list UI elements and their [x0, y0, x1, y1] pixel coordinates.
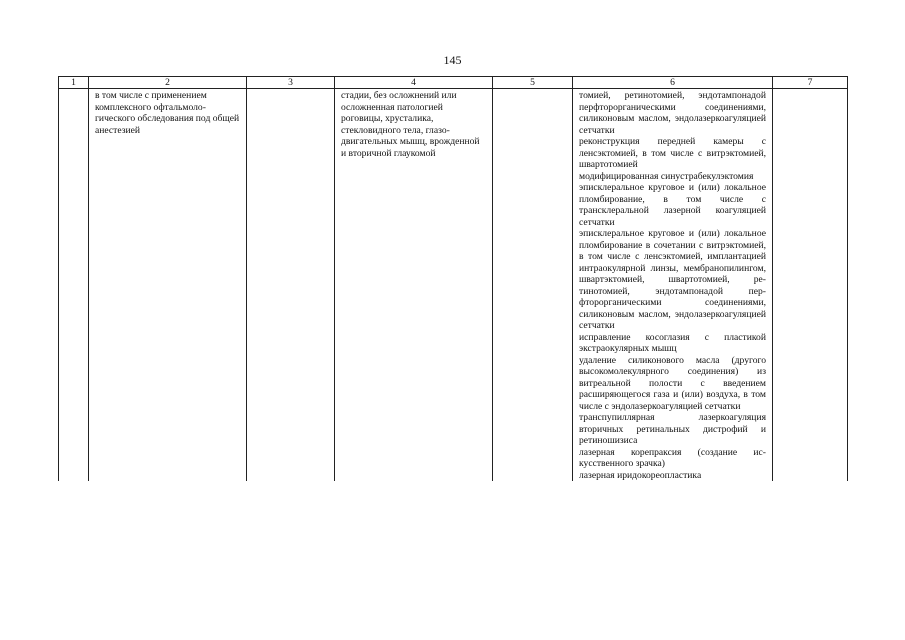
cell-col-7: [773, 89, 848, 482]
column-number-row: [59, 77, 848, 89]
method-entry: транспупиллярная лазеркоагуляция вторичных ретинальных дистрофий и ретиношизиса: [579, 412, 766, 446]
method-entry: модифицированная синустрабекулэктомия: [579, 170, 754, 182]
method-entry: реконструкция передней камеры с ленсэктомией, в том числе с витрэктомией, швартотомией: [579, 136, 766, 170]
column-header-5: 5: [493, 77, 573, 89]
cell-col-4: [335, 89, 493, 482]
column-header-3: 3: [247, 77, 335, 89]
method-entry: удаление силиконового масла (другого высокомолекулярного соединения) из витреальной полости с введением расширяющегося газа и (или) воздуха, в том числе с эндолазеркоагуляцией сетчатки: [579, 354, 766, 412]
method-entry: эписклеральное круговое и (или) локальное пломбирование в сочетании с витрэктомией, в том числе с ленсэктомией, имплантацией интраокулярной линзы, мембранопилингом, швартэктомией, швартотомией, ретинотомией, эндотампонадой перфторорганическими соединениями, силиконовым маслом, эндолазеркоагуляцией сетчатки: [579, 228, 766, 331]
column-header-7: 7: [773, 77, 848, 89]
cell-col-1: [59, 89, 89, 482]
column-header-6: 6: [573, 77, 773, 89]
method-entry: томией, ретинотомией, эндотампонадой перфторорганическими соединениями, силиконовым маслом, эндолазеркоагуляцией сетчатки: [579, 90, 766, 136]
page-number: 145: [443, 53, 462, 67]
cell-col-6: [573, 89, 773, 482]
cell-col-2: [89, 89, 247, 482]
column-header-4: 4: [335, 77, 493, 89]
diagnosis-text: стадии, без осложнений или осложненная патологией роговицы, хрусталика, стекловидного тела, глазодвигательных мышц, врожденной и вторичной глаукомой: [341, 90, 480, 159]
column-header-2: 2: [89, 77, 247, 89]
cell-col-5: [493, 89, 573, 482]
method-entry: лазерная иридокореопластика: [579, 469, 702, 481]
method-entry: эписклеральное круговое и (или) локальное пломбирование, в том числе с трансклеральной лазерной коагуляцией сетчатки: [579, 182, 766, 228]
medical-procedures-table: [58, 76, 848, 481]
patient-model-text: в том числе с применением комплексного офтальмологического обследования под общей анестезией: [95, 90, 240, 136]
table-row: [59, 89, 848, 482]
cell-col-3: [247, 89, 335, 482]
method-entry: лазерная корепраксия (создание искусственного зрачка): [579, 446, 766, 469]
method-entry: исправление косоглазия с пластикой экстраокулярных мышц: [579, 331, 766, 354]
column-header-1: 1: [59, 77, 89, 89]
